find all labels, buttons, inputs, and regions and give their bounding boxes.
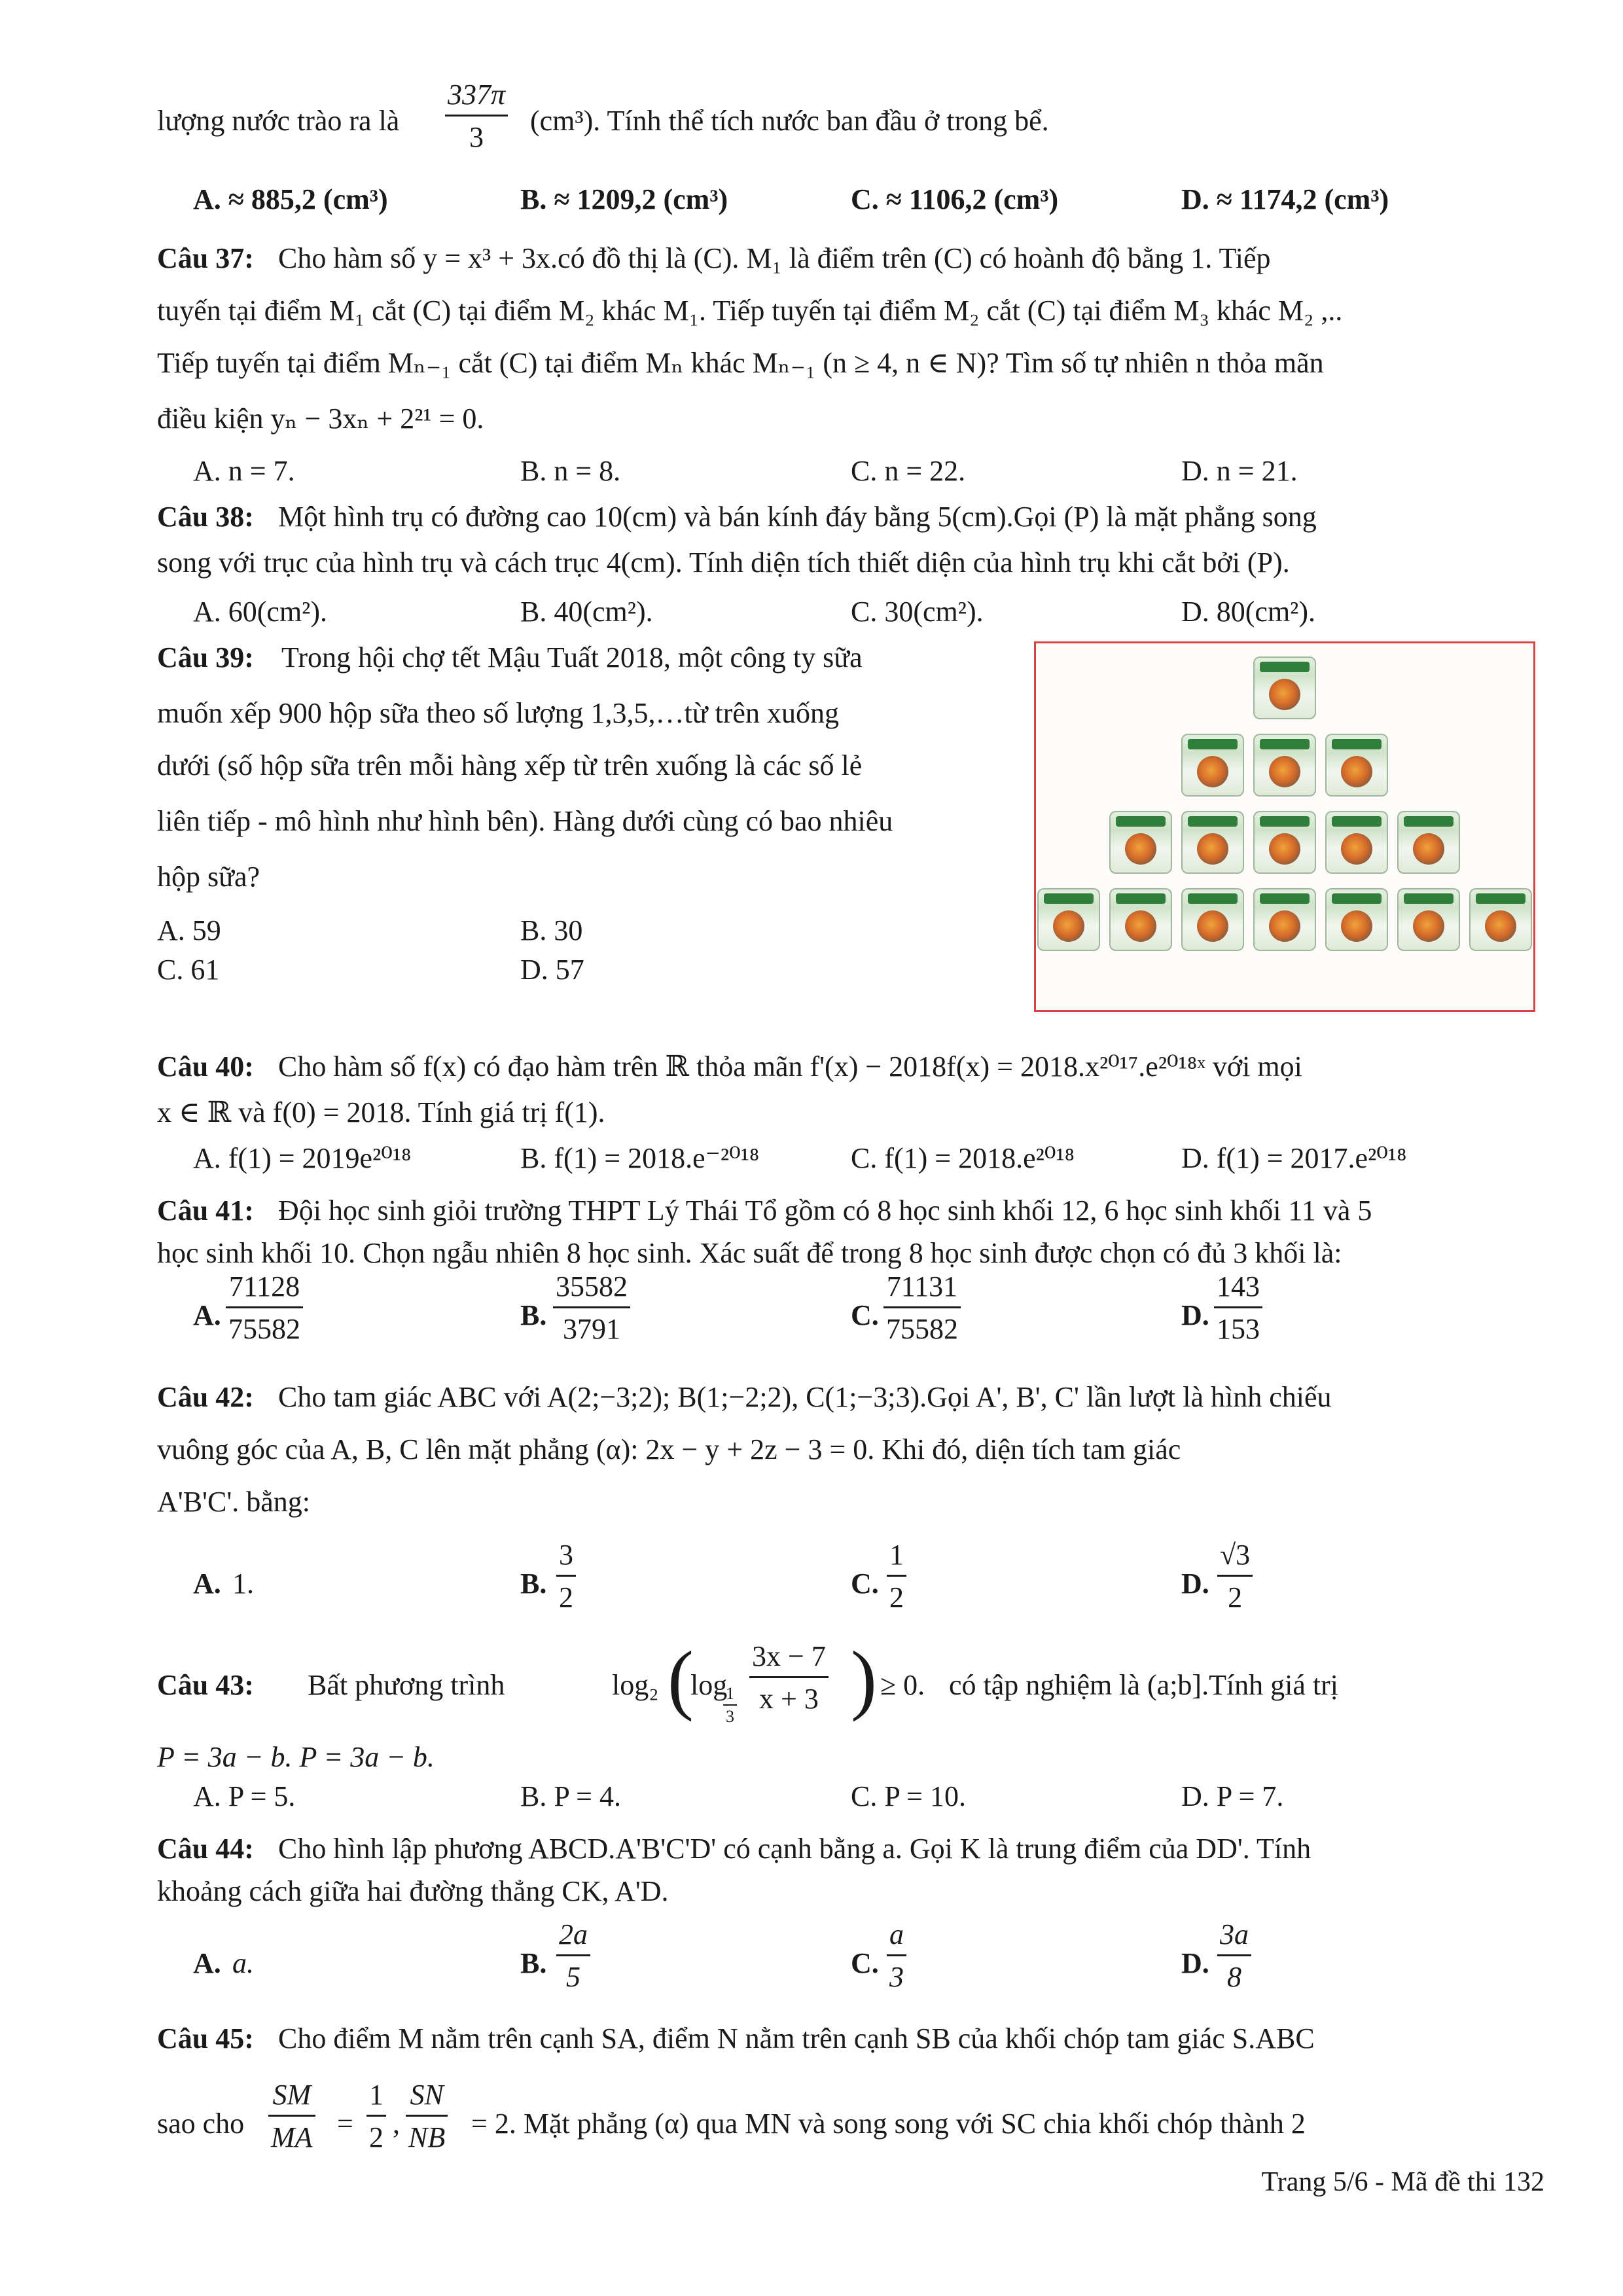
milk-box	[1469, 888, 1532, 951]
q38-option-b: B. 40(cm²).	[520, 596, 653, 628]
q42-option-b-letter: B.	[520, 1568, 547, 1600]
q44-option-d-fraction	[1217, 1920, 1251, 1992]
q44-option-c-letter: C.	[851, 1947, 879, 1979]
q41-d-num: 143	[1217, 1270, 1260, 1302]
q42-option-b-fraction	[556, 1541, 576, 1612]
q40-text1: Cho hàm số f(x) có đạo hàm trên ℝ thỏa mãn f'(x) − 2018f(x) = 2018.x²⁰¹⁷.e²⁰¹⁸ˣ với mọi	[278, 1050, 1302, 1083]
milk-box	[1109, 888, 1172, 951]
q39-option-c: C. 61	[157, 954, 220, 986]
q42-option-d-letter: D.	[1181, 1568, 1209, 1600]
q41-option-c-letter: C.	[851, 1299, 879, 1331]
q41-b-num: 35582	[556, 1270, 628, 1302]
q43-right-paren: )	[851, 1635, 877, 1722]
q41-text2: học sinh khối 10. Chọn ngẫu nhiên 8 học sinh. Xác suất để trong 8 học sinh được chọn có đủ 3 khối là:	[157, 1237, 1342, 1269]
q45-label: Câu 45:	[157, 2022, 254, 2054]
q39-text4: liên tiếp - mô hình như hình bên). Hàng dưới cùng có bao nhiêu	[157, 805, 893, 837]
milk-box	[1037, 888, 1100, 951]
q42-text2: vuông góc của A, B, C lên mặt phẳng (α): 2x − y + 2z − 3 = 0. Khi đó, diện tích tam giác	[157, 1433, 1181, 1465]
q36-frac-num: 337π	[448, 79, 506, 111]
milk-box	[1253, 656, 1316, 719]
q45-f1-den: MA	[268, 2115, 315, 2152]
q36-option-d: D. ≈ 1174,2 (cm³)	[1181, 183, 1389, 215]
milk-box	[1325, 888, 1388, 951]
q37-text4: điều kiện yₙ − 3xₙ + 2²¹ = 0.	[157, 403, 484, 435]
q42-b-den: 2	[556, 1575, 576, 1612]
q36-option-b: B. ≈ 1209,2 (cm³)	[520, 183, 728, 215]
q41-d-den: 153	[1214, 1306, 1262, 1344]
q36-option-a: A. ≈ 885,2 (cm³)	[193, 183, 388, 215]
q38-option-d: D. 80(cm²).	[1181, 596, 1316, 628]
q45-f3-den: NB	[406, 2115, 448, 2152]
q44-option-a-text: a.	[232, 1947, 254, 1979]
q43-base-num: 1	[726, 1684, 734, 1703]
q36-text-post: (cm³). Tính thể tích nước ban đầu ở trong bể.	[530, 105, 1049, 137]
q45-fraction-sm-ma	[268, 2081, 315, 2152]
q44-option-c-fraction	[887, 1920, 906, 1992]
milk-box	[1181, 811, 1244, 874]
q37-option-b: B. n = 8.	[520, 455, 621, 487]
q41-option-b-letter: B.	[520, 1299, 547, 1331]
q44-label: Câu 44:	[157, 1833, 254, 1865]
q44-option-d-letter: D.	[1181, 1947, 1209, 1979]
q45-text1: Cho điểm M nằm trên cạnh SA, điểm N nằm trên cạnh SB của khối chóp tam giác S.ABC	[278, 2022, 1315, 2054]
q43-rhs: ≥ 0.	[880, 1669, 925, 1701]
q42-text1: Cho tam giác ABC với A(2;−3;2); B(1;−2;2), C(1;−3;3).Gọi A', B', C' lần lượt là hình chiếu	[278, 1381, 1332, 1413]
q44-d-num: 3a	[1220, 1918, 1249, 1950]
q39-text5: hộp sữa?	[157, 861, 260, 893]
q37-text2: tuyến tại điểm M₁ cắt (C) tại điểm M₂ khác M₁. Tiếp tuyến tại điểm M₂ cắt (C) tại điểm M₃ khác M₂ ,..	[157, 295, 1343, 327]
q43-frac-den: x + 3	[749, 1676, 829, 1713]
q43-text-b: có tập nghiệm là (a;b].Tính giá trị	[949, 1669, 1339, 1701]
q42-option-a-letter: A.	[193, 1568, 221, 1600]
milk-box	[1181, 734, 1244, 797]
q42-d-den: 2	[1217, 1575, 1253, 1612]
q43-left-paren: (	[668, 1635, 694, 1722]
q43-label: Câu 43:	[157, 1669, 254, 1701]
q40-text2: x ∈ ℝ và f(0) = 2018. Tính giá trị f(1).	[157, 1096, 605, 1128]
q42-c-den: 2	[887, 1575, 906, 1612]
milk-box	[1253, 888, 1316, 951]
milk-box	[1325, 734, 1388, 797]
q43-option-d: D. P = 7.	[1181, 1780, 1284, 1812]
q45-eq1: =	[337, 2108, 353, 2140]
q37-option-a: A. n = 7.	[193, 455, 295, 487]
q39-option-b: B. 30	[520, 914, 583, 946]
q41-a-den: 75582	[226, 1306, 303, 1344]
q44-text1: Cho hình lập phương ABCD.A'B'C'D' có cạnh bằng a. Gọi K là trung điểm của DD'. Tính	[278, 1833, 1311, 1865]
q42-d-num: √3	[1220, 1539, 1251, 1571]
q42-b-num: 3	[559, 1539, 573, 1571]
q45-comma: ,	[393, 2108, 400, 2140]
q44-text2: khoảng cách giữa hai đường thẳng CK, A'D.	[157, 1875, 669, 1907]
q44-b-den: 5	[556, 1954, 590, 1992]
q43-text2: P = 3a − b. P = 3a − b.	[157, 1741, 435, 1773]
q40-option-c: C. f(1) = 2018.e²⁰¹⁸	[851, 1142, 1075, 1174]
q44-c-num: a	[889, 1918, 904, 1950]
q39-text3: dưới (số hộp sữa trên mỗi hàng xếp từ trên xuống là các số lẻ	[157, 749, 863, 781]
q37-label: Câu 37:	[157, 242, 254, 274]
q43-option-a: A. P = 5.	[193, 1780, 296, 1812]
q41-option-a-fraction	[226, 1272, 303, 1344]
milk-box	[1253, 811, 1316, 874]
q41-c-num: 71131	[886, 1270, 958, 1302]
q44-option-b-fraction	[556, 1920, 590, 1992]
q41-b-den: 3791	[553, 1306, 630, 1344]
q42-text3: A'B'C'. bằng:	[157, 1486, 311, 1518]
q43-frac-num: 3x − 7	[752, 1640, 826, 1672]
q41-option-a-letter: A.	[193, 1299, 221, 1331]
q39-text2: muốn xếp 900 hộp sữa theo số lượng 1,3,5,…từ trên xuống	[157, 697, 839, 729]
q42-option-a-text: 1.	[232, 1568, 254, 1600]
q40-label: Câu 40:	[157, 1050, 254, 1083]
q45-f2-num: 1	[369, 2079, 383, 2111]
q37-text1: Cho hàm số y = x³ + 3x.có đồ thị là (C). M₁ là điểm trên (C) có hoành độ bằng 1. Tiếp	[278, 242, 1271, 274]
q38-text2: song với trục của hình trụ và cách trục 4(cm). Tính diện tích thiết diện của hình trụ khi cắt bởi (P).	[157, 547, 1290, 579]
q42-option-c-letter: C.	[851, 1568, 879, 1600]
q40-option-b: B. f(1) = 2018.e⁻²⁰¹⁸	[520, 1142, 760, 1174]
q37-option-d: D. n = 21.	[1181, 455, 1298, 487]
q45-f1-num: SM	[272, 2079, 312, 2111]
q36-text-pre: lượng nước trào ra là	[157, 105, 400, 137]
q43-option-b: B. P = 4.	[520, 1780, 621, 1812]
q45-pre: sao cho	[157, 2108, 245, 2140]
q38-text1: Một hình trụ có đường cao 10(cm) và bán kính đáy bằng 5(cm).Gọi (P) là mặt phẳng song	[278, 501, 1317, 533]
q44-c-den: 3	[887, 1954, 906, 1992]
q41-text1: Đội học sinh giỏi trường THPT Lý Thái Tổ gồm có 8 học sinh khối 12, 6 học sinh khối 11 và 5	[278, 1194, 1372, 1227]
q41-label: Câu 41:	[157, 1194, 254, 1227]
q41-option-d-letter: D.	[1181, 1299, 1209, 1331]
q42-label: Câu 42:	[157, 1381, 254, 1413]
q37-option-c: C. n = 22.	[851, 455, 966, 487]
q42-c-num: 1	[889, 1539, 904, 1571]
q39-text1: Trong hội chợ tết Mậu Tuất 2018, một công ty sữa	[281, 641, 863, 673]
milk-box	[1109, 811, 1172, 874]
q41-option-c-fraction	[883, 1272, 961, 1344]
q40-option-d: D. f(1) = 2017.e²⁰¹⁸	[1181, 1142, 1407, 1174]
q43-option-c: C. P = 10.	[851, 1780, 966, 1812]
q39-option-a: A. 59	[157, 914, 221, 946]
q38-option-a: A. 60(cm²).	[193, 596, 328, 628]
q43-text-a: Bất phương trình	[308, 1669, 505, 1701]
q43-fraction	[749, 1642, 829, 1713]
q44-b-num: 2a	[559, 1918, 588, 1950]
q43-base-den: 3	[723, 1704, 737, 1725]
q44-d-den: 8	[1217, 1954, 1251, 1992]
q38-option-c: C. 30(cm²).	[851, 596, 984, 628]
q39-label: Câu 39:	[157, 641, 254, 673]
q45-fraction-half	[366, 2081, 386, 2152]
milk-box	[1397, 811, 1460, 874]
q39-option-d: D. 57	[520, 954, 584, 986]
q42-option-d-fraction	[1217, 1541, 1253, 1612]
q41-option-d-fraction	[1214, 1272, 1262, 1344]
q43-log-inner: log	[690, 1669, 728, 1701]
q36-fraction	[445, 81, 508, 152]
q38-label: Câu 38:	[157, 501, 254, 533]
milk-box	[1181, 888, 1244, 951]
milk-box-pyramid-figure	[1034, 641, 1535, 1012]
milk-box	[1397, 888, 1460, 951]
page-footer: Trang 5/6 - Mã đề thi 132	[1261, 2167, 1544, 2197]
milk-box	[1325, 811, 1388, 874]
q45-post: = 2. Mặt phẳng (α) qua MN và song song với SC chia khối chóp thành 2	[471, 2108, 1306, 2140]
q41-option-b-fraction	[553, 1272, 630, 1344]
q45-fraction-sn-nb	[406, 2081, 448, 2152]
q44-option-a-letter: A.	[193, 1947, 221, 1979]
q41-a-num: 71128	[228, 1270, 300, 1302]
q42-option-c-fraction	[887, 1541, 906, 1612]
q37-text3: Tiếp tuyến tại điểm Mₙ₋₁ cắt (C) tại điểm Mₙ khác Mₙ₋₁ (n ≥ 4, n ∈ N)? Tìm số tự nhiên n thỏa mãn	[157, 347, 1324, 379]
q36-frac-den: 3	[445, 115, 508, 152]
q36-option-c: C. ≈ 1106,2 (cm³)	[851, 183, 1059, 215]
milk-box	[1253, 734, 1316, 797]
q45-f2-den: 2	[366, 2115, 386, 2152]
q45-f3-num: SN	[410, 2079, 444, 2111]
q43-log-base	[723, 1685, 737, 1725]
q43-log-outer: log₂	[612, 1669, 659, 1701]
q40-option-a: A. f(1) = 2019e²⁰¹⁸	[193, 1142, 412, 1174]
q44-option-b-letter: B.	[520, 1947, 547, 1979]
q41-c-den: 75582	[883, 1306, 961, 1344]
